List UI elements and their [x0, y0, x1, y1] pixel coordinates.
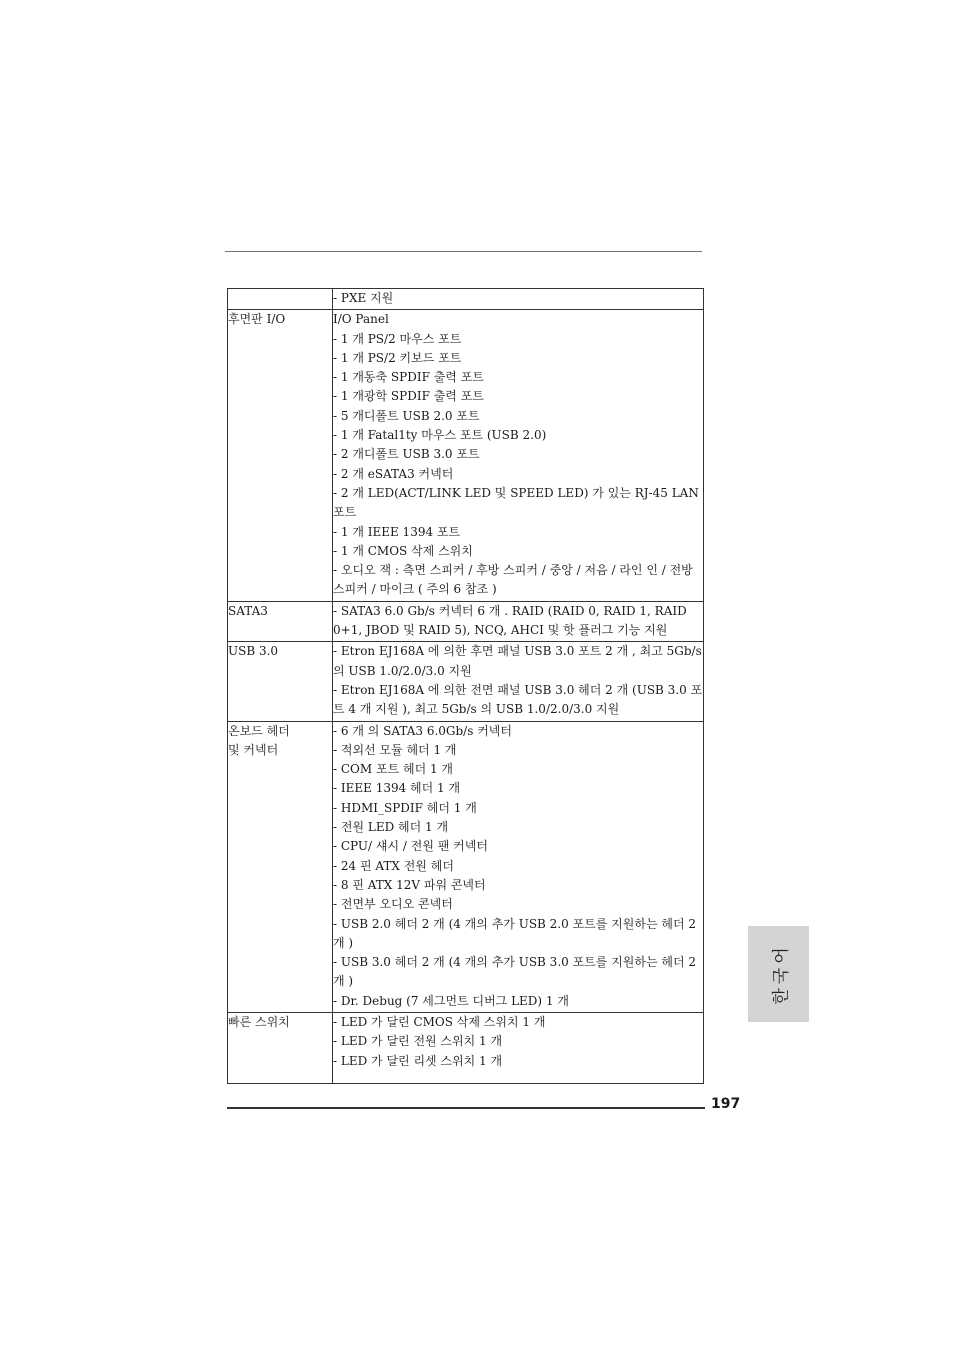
spec-items-cell [333, 289, 704, 310]
spec-items-cell [333, 601, 704, 642]
spec-item: - 8 핀 ATX 12V 파워 콘넥터 [333, 877, 486, 892]
spec-items-cell [333, 642, 704, 721]
language-tab [748, 926, 809, 1022]
spec-table [227, 288, 704, 1084]
spec-item: - 24 핀 ATX 전원 헤더 [333, 858, 454, 873]
spec-label: 및 커넥터 [228, 742, 279, 757]
spec-item: - 2 개디폴트 USB 3.0 포트 [333, 447, 480, 462]
spec-item: - IEEE 1394 헤더 1 개 [333, 781, 461, 796]
spec-item: - 5 개디폴트 USB 2.0 포트 [333, 408, 480, 423]
spec-row-quick-switch [228, 1012, 704, 1083]
spec-label-cell [228, 601, 333, 642]
spec-item: - LED 가 달린 리셋 스위치 1 개 [333, 1053, 503, 1068]
spec-item: - 오디오 잭 : 측면 스피커 / 후방 스피커 / 중앙 / 저음 / 라인 인 / 전방 스피커 / 마이크 ( 주의 6 참조 ) [333, 563, 693, 597]
spec-label: SATA3 [228, 603, 268, 618]
spec-item: - LED 가 달린 CMOS 삭제 스위치 1 개 [333, 1014, 546, 1029]
spec-item: - SATA3 6.0 Gb/s 커넥터 6 개 . RAID (RAID 0, RAID 1, RAID 0+1, JBOD 및 RAID 5), NCQ, AHCI 및 핫 플러그 기능 지원 [333, 603, 687, 638]
footer-rule [227, 1107, 705, 1109]
spec-item: - 전면부 오디오 콘넥터 [333, 897, 453, 912]
spec-label: USB 3.0 [228, 644, 279, 659]
spec-item: - USB 2.0 헤더 2 개 (4 개의 추가 USB 2.0 포트를 지원하는 헤더 2 개 ) [333, 916, 696, 950]
spec-item: - 1 개 PS/2 키보드 포트 [333, 350, 462, 365]
top-rule [225, 251, 702, 252]
spec-item: - Etron EJ168A 에 의한 전면 패널 USB 3.0 헤더 2 개 (USB 3.0 포트 4 개 지원 ), 최고 5Gb/s 의 USB 1.0/2.0/3.0 지원 [333, 682, 703, 717]
spec-item: - 1 개 IEEE 1394 포트 [333, 524, 461, 539]
spec-item: - Dr. Debug (7 세그먼트 디버그 LED) 1 개 [333, 993, 569, 1008]
spec-item: - CPU/ 섀시 / 전원 팬 커넥터 [333, 839, 488, 854]
spec-row-sata3 [228, 601, 704, 642]
spec-item: - USB 3.0 헤더 2 개 (4 개의 추가 USB 3.0 포트를 지원하는 헤더 2 개 ) [333, 955, 696, 989]
spec-items-cell [333, 1012, 704, 1083]
spec-label: 빠른 스위치 [228, 1014, 290, 1029]
spec-item: - LED 가 달린 전원 스위치 1 개 [333, 1034, 503, 1049]
language-tab-label: 한국어 [771, 943, 791, 1005]
spec-items-cell [333, 310, 704, 601]
spec-item: - Etron EJ168A 에 의한 후면 패널 USB 3.0 포트 2 개 , 최고 5Gb/s 의 USB 1.0/2.0/3.0 지원 [333, 644, 702, 678]
spec-row-rear-io [228, 310, 704, 601]
spec-item: - COM 포트 헤더 1 개 [333, 762, 454, 777]
spec-items-cell [333, 721, 704, 1012]
page-number: 197 [711, 1096, 741, 1112]
spec-item: - 2 개 eSATA3 커넥터 [333, 466, 454, 481]
spec-label-cell [228, 289, 333, 310]
spec-row-pxe [228, 289, 704, 310]
spec-row-onboard-headers [228, 721, 704, 1012]
spec-item: - 1 개광학 SPDIF 출력 포트 [333, 389, 484, 404]
spec-label-cell [228, 721, 333, 1012]
spec-label-cell [228, 310, 333, 601]
spec-item: - 6 개 의 SATA3 6.0Gb/s 커넥터 [333, 723, 512, 738]
spec-label: 온보드 헤더 [228, 723, 290, 738]
spec-item: - HDMI_SPDIF 헤더 1 개 [333, 800, 477, 815]
spec-item: - PXE 지원 [333, 291, 394, 305]
spec-item: - 2 개 LED(ACT/LINK LED 및 SPEED LED) 가 있는 RJ-45 LAN 포트 [333, 485, 699, 520]
spec-item: - 1 개동축 SPDIF 출력 포트 [333, 370, 484, 385]
spec-item: - 1 개 Fatal1ty 마우스 포트 (USB 2.0) [333, 428, 547, 443]
spec-label-cell [228, 642, 333, 721]
spec-label: 후면판 I/O [228, 312, 286, 327]
spec-item: - 전원 LED 헤더 1 개 [333, 820, 449, 835]
spec-item: I/O Panel [333, 312, 389, 327]
spec-item: - 1 개 CMOS 삭제 스위치 [333, 543, 473, 558]
spec-item: - 1 개 PS/2 마우스 포트 [333, 331, 462, 346]
spec-label-cell [228, 1012, 333, 1083]
spec-item: - 적외선 모듈 헤더 1 개 [333, 742, 457, 757]
spec-row-usb30 [228, 642, 704, 721]
